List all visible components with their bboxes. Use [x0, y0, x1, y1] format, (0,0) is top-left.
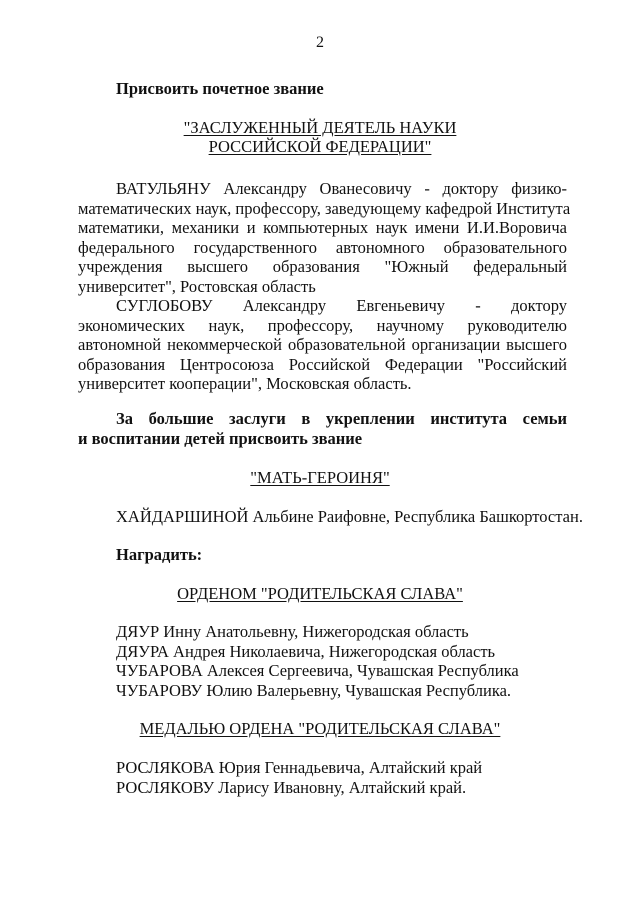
- list-item: РОСЛЯКОВУ Ларису Ивановну, Алтайский край.: [116, 777, 467, 797]
- text-line: университет кооперации", Московская область.: [78, 374, 412, 393]
- paragraph-vatulyan: [78, 179, 571, 296]
- list-item: ДЯУР Инну Анатольевну, Нижегородская область: [116, 622, 469, 641]
- text-line: и воспитании детей присвоить звание: [78, 428, 363, 448]
- list-item: ЧУБАРОВУ Юлию Валерьевну, Чувашская Республика.: [116, 680, 512, 700]
- text-line: университет", Ростовская область: [78, 276, 316, 296]
- section3-heading: Наградить:: [116, 545, 203, 564]
- text-line: экономических наук, профессору, научному руководителю: [78, 315, 567, 335]
- text-line: ВАТУЛЬЯНУ Александру Ованесовичу - доктору физико-: [116, 179, 567, 198]
- text-line: математических наук, профессору, заведующему кафедрой Института: [78, 198, 571, 218]
- title-medal-parental-glory: МЕДАЛЬЮ ОРДЕНА "РОДИТЕЛЬСКАЯ СЛАВА": [139, 719, 501, 738]
- list-item: ЧУБАРОВА Алексея Сергеевича, Чувашская Республика: [116, 661, 519, 680]
- page-number: 2: [316, 34, 324, 51]
- text-line: автономной некоммерческой образовательной организации высшего: [78, 335, 567, 354]
- paragraph-suglobov: [78, 296, 567, 394]
- title-order-parental-glory: ОРДЕНОМ "РОДИТЕЛЬСКАЯ СЛАВА": [177, 584, 463, 603]
- list-item: ДЯУРА Андрея Николаевича, Нижегородская область: [116, 641, 496, 661]
- text-line: СУГЛОБОВУ Александру Евгеньевичу - доктору: [116, 296, 567, 315]
- medal-recipients-list: [116, 758, 482, 797]
- text-line: За большие заслуги в укреплении института семьи: [116, 409, 567, 428]
- title-mother-heroine: "МАТЬ-ГЕРОИНЯ": [250, 468, 390, 487]
- title-honored-scientist-line2: РОССИЙСКОЙ ФЕДЕРАЦИИ": [208, 137, 432, 156]
- text-line: образования Центросоюза Российской Федерации "Российский: [78, 354, 567, 374]
- section1-heading: Присвоить почетное звание: [116, 79, 324, 98]
- order-recipients-list: [116, 622, 519, 700]
- title-honored-scientist-line1: "ЗАСЛУЖЕННЫЙ ДЕЯТЕЛЬ НАУКИ: [183, 118, 457, 137]
- list-item: РОСЛЯКОВА Юрия Геннадьевича, Алтайский край: [116, 758, 483, 777]
- text-line: учреждения высшего образования "Южный федеральный: [78, 257, 567, 276]
- text-line: математики, механики и компьютерных наук имени И.И.Воровича: [78, 218, 567, 237]
- section2-heading: [78, 409, 567, 448]
- recipient-khaidarshina: ХАЙДАРШИНОЙ Альбине Раифовне, Республика Башкортостан.: [116, 507, 583, 526]
- text-line: федерального государственного автономного образовательного: [78, 237, 567, 257]
